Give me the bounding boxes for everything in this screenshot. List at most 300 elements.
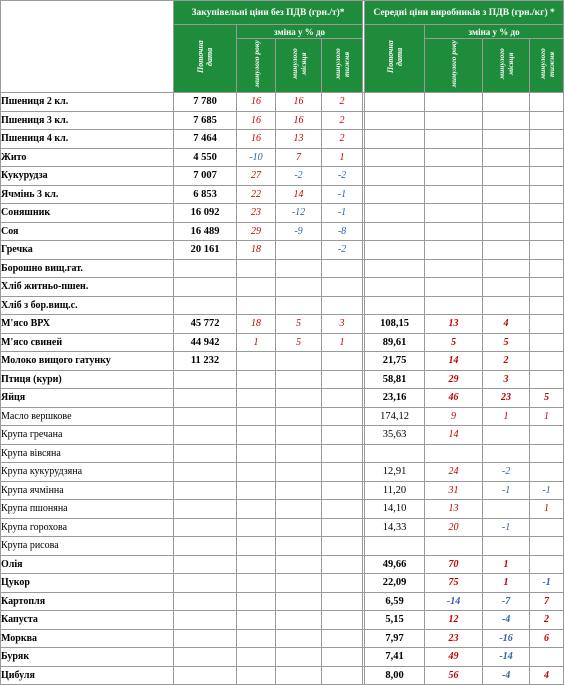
- purchase-change-year-cell: 27: [237, 167, 276, 186]
- producer-change-month-cell: 1: [483, 574, 530, 593]
- purchase-change-week-cell: [322, 389, 363, 408]
- producer-change-week-cell: [530, 370, 564, 389]
- table-row: [1, 315, 564, 334]
- producer-change-year-cell: [425, 537, 483, 556]
- producer-price-cell: 35,63: [365, 426, 425, 445]
- product-name: Крупа пшоняна: [1, 500, 174, 519]
- purchase-change-year-cell: [237, 629, 276, 648]
- producer-price-cell: 21,75: [365, 352, 425, 371]
- purchase-change-year-cell: 16: [237, 111, 276, 130]
- purchase-change-year-cell: [237, 500, 276, 519]
- product-name: Буряк: [1, 648, 174, 667]
- table-row: [1, 629, 564, 648]
- product-name: Гречка: [1, 241, 174, 260]
- purchase-change-month-cell: [276, 426, 322, 445]
- producer-price-cell: 11,20: [365, 481, 425, 500]
- table-row: [1, 444, 564, 463]
- table-row: [1, 370, 564, 389]
- producer-price-cell: 12,91: [365, 463, 425, 482]
- producer-change-year-cell: [425, 204, 483, 223]
- producer-change-month-cell: [483, 537, 530, 556]
- producer-change-week-cell: [530, 278, 564, 297]
- purchase-price-cell: [174, 370, 237, 389]
- product-name: Хліб житньо-пшен.: [1, 278, 174, 297]
- purchase-change-month-cell: 14: [276, 185, 322, 204]
- producer-change-month-cell: [483, 278, 530, 297]
- product-name: Крупа гречана: [1, 426, 174, 445]
- producer-change-month-cell: [483, 444, 530, 463]
- producer-change-year-cell: [425, 278, 483, 297]
- producer-change-week-cell: -1: [530, 574, 564, 593]
- producer-change-month-cell: 1: [483, 555, 530, 574]
- producer-price-cell: 7,97: [365, 629, 425, 648]
- producer-change-week-cell: [530, 352, 564, 371]
- table-row: [1, 592, 564, 611]
- purchase-change-month-cell: [276, 444, 322, 463]
- table-row: [1, 111, 564, 130]
- table-row: [1, 130, 564, 149]
- purchase-change-month-cell: [276, 463, 322, 482]
- producer-change-week-cell: 7: [530, 592, 564, 611]
- producer-change-month-cell: [483, 148, 530, 167]
- table-row: [1, 241, 564, 260]
- producer-change-week-cell: [530, 185, 564, 204]
- purchase-change-year-cell: [237, 259, 276, 278]
- purchase-price-cell: [174, 537, 237, 556]
- purchase-change-week-cell: 1: [322, 333, 363, 352]
- purchase-current-date-header: [174, 25, 237, 93]
- purchase-change-year-cell: [237, 666, 276, 685]
- table-row: [1, 537, 564, 556]
- table-row: [1, 93, 564, 112]
- producer-change-week-cell: [530, 148, 564, 167]
- purchase-change-week-cell: [322, 666, 363, 685]
- purchase-price-cell: 45 772: [174, 315, 237, 334]
- purchase-price-cell: [174, 389, 237, 408]
- purchase-change-week-cell: -2: [322, 167, 363, 186]
- purchase-change-week-cell: 2: [322, 130, 363, 149]
- product-name: Яйця: [1, 389, 174, 408]
- producer-prev-year-header: минулого року: [425, 39, 483, 93]
- purchase-change-month-cell: [276, 611, 322, 630]
- producer-change-year-cell: 56: [425, 666, 483, 685]
- purchase-prev-week-header: минулого тижня: [322, 39, 363, 93]
- purchase-change-month-cell: 13: [276, 130, 322, 149]
- table-row: [1, 407, 564, 426]
- purchase-price-cell: [174, 592, 237, 611]
- purchase-change-month-cell: [276, 592, 322, 611]
- producer-price-cell: [365, 167, 425, 186]
- table-row: [1, 574, 564, 593]
- producer-change-month-cell: 4: [483, 315, 530, 334]
- purchase-change-year-cell: [237, 370, 276, 389]
- producer-change-month-cell: [483, 426, 530, 445]
- producer-price-cell: [365, 241, 425, 260]
- purchase-price-cell: [174, 629, 237, 648]
- producer-price-cell: 14,10: [365, 500, 425, 519]
- producer-prices-header: Середні ціни виробників з ПДВ (грн./кг) *: [365, 1, 564, 25]
- producer-price-cell: [365, 537, 425, 556]
- producer-change-month-cell: -2: [483, 463, 530, 482]
- purchase-price-cell: [174, 555, 237, 574]
- purchase-change-year-cell: [237, 463, 276, 482]
- producer-change-week-cell: [530, 93, 564, 112]
- purchase-change-year-cell: 1: [237, 333, 276, 352]
- producer-change-week-cell: [530, 537, 564, 556]
- purchase-change-month-cell: [276, 574, 322, 593]
- purchase-change-month-cell: 16: [276, 111, 322, 130]
- purchase-price-cell: [174, 296, 237, 315]
- purchase-price-cell: [174, 574, 237, 593]
- producer-change-week-cell: [530, 555, 564, 574]
- purchase-current-date-label: Поточна дата: [196, 40, 214, 74]
- purchase-change-month-cell: [276, 278, 322, 297]
- purchase-change-year-cell: -10: [237, 148, 276, 167]
- purchase-change-year-cell: [237, 426, 276, 445]
- purchase-price-cell: 7 685: [174, 111, 237, 130]
- product-name: Жито: [1, 148, 174, 167]
- producer-change-month-cell: -7: [483, 592, 530, 611]
- producer-change-year-cell: 75: [425, 574, 483, 593]
- table-row: [1, 167, 564, 186]
- purchase-change-month-cell: -2: [276, 167, 322, 186]
- producer-price-cell: 8,00: [365, 666, 425, 685]
- corner-cell: [1, 1, 174, 93]
- product-name: Крупа вівсяна: [1, 444, 174, 463]
- table-row: [1, 296, 564, 315]
- producer-price-cell: 58,81: [365, 370, 425, 389]
- producer-change-month-cell: -1: [483, 481, 530, 500]
- producer-price-cell: [365, 222, 425, 241]
- purchase-change-year-cell: 18: [237, 315, 276, 334]
- producer-change-month-cell: -4: [483, 611, 530, 630]
- table-row: [1, 500, 564, 519]
- purchase-change-week-cell: [322, 500, 363, 519]
- producer-change-year-cell: 14: [425, 352, 483, 371]
- producer-change-month-cell: 2: [483, 352, 530, 371]
- producer-change-month-cell: [483, 222, 530, 241]
- purchase-change-month-cell: [276, 352, 322, 371]
- purchase-change-year-cell: [237, 518, 276, 537]
- producer-change-year-cell: 13: [425, 315, 483, 334]
- producer-change-week-cell: [530, 204, 564, 223]
- producer-change-year-cell: [425, 185, 483, 204]
- product-name: Пшениця 2 кл.: [1, 93, 174, 112]
- purchase-change-week-cell: [322, 629, 363, 648]
- purchase-change-week-cell: [322, 259, 363, 278]
- table-row: [1, 333, 564, 352]
- purchase-price-cell: [174, 426, 237, 445]
- producer-change-week-cell: [530, 648, 564, 667]
- producer-change-month-cell: [483, 500, 530, 519]
- purchase-change-year-cell: [237, 592, 276, 611]
- producer-change-year-cell: 13: [425, 500, 483, 519]
- producer-change-week-cell: [530, 333, 564, 352]
- purchase-change-month-cell: 7: [276, 148, 322, 167]
- purchase-change-week-cell: [322, 611, 363, 630]
- purchase-change-week-cell: [322, 426, 363, 445]
- purchase-change-week-cell: [322, 555, 363, 574]
- producer-change-week-cell: 5: [530, 389, 564, 408]
- producer-change-year-cell: 9: [425, 407, 483, 426]
- producer-change-week-cell: [530, 222, 564, 241]
- producer-change-year-cell: [425, 130, 483, 149]
- product-name: Птиця (кури): [1, 370, 174, 389]
- purchase-price-cell: [174, 481, 237, 500]
- producer-change-month-cell: -16: [483, 629, 530, 648]
- producer-change-month-cell: [483, 93, 530, 112]
- producer-change-week-cell: [530, 518, 564, 537]
- table-row: [1, 518, 564, 537]
- producer-change-year-cell: 24: [425, 463, 483, 482]
- purchase-change-header: зміна у % до: [237, 25, 363, 39]
- producer-price-cell: 49,66: [365, 555, 425, 574]
- producer-change-week-cell: [530, 130, 564, 149]
- producer-change-week-cell: 4: [530, 666, 564, 685]
- purchase-price-cell: [174, 407, 237, 426]
- purchase-change-week-cell: [322, 592, 363, 611]
- table-row: [1, 426, 564, 445]
- producer-change-month-cell: [483, 296, 530, 315]
- producer-change-month-cell: 1: [483, 407, 530, 426]
- producer-change-month-cell: 3: [483, 370, 530, 389]
- product-name: Олія: [1, 555, 174, 574]
- product-name: Ячмінь 3 кл.: [1, 185, 174, 204]
- producer-change-week-cell: 2: [530, 611, 564, 630]
- purchase-change-week-cell: [322, 518, 363, 537]
- table-row: [1, 666, 564, 685]
- producer-change-year-cell: [425, 222, 483, 241]
- purchase-change-week-cell: -8: [322, 222, 363, 241]
- producer-change-month-cell: [483, 130, 530, 149]
- producer-change-week-cell: [530, 444, 564, 463]
- producer-change-year-cell: 31: [425, 481, 483, 500]
- purchase-price-cell: 7 780: [174, 93, 237, 112]
- producer-change-month-cell: -4: [483, 666, 530, 685]
- purchase-change-month-cell: [276, 629, 322, 648]
- purchase-price-cell: 6 853: [174, 185, 237, 204]
- producer-change-month-cell: [483, 204, 530, 223]
- purchase-change-month-cell: [276, 500, 322, 519]
- purchase-change-year-cell: [237, 352, 276, 371]
- purchase-change-year-cell: [237, 611, 276, 630]
- product-name: Крупа горохова: [1, 518, 174, 537]
- producer-price-cell: 23,16: [365, 389, 425, 408]
- purchase-change-year-cell: [237, 407, 276, 426]
- producer-change-week-cell: 1: [530, 500, 564, 519]
- producer-change-week-cell: [530, 463, 564, 482]
- product-name: Пшениця 4 кл.: [1, 130, 174, 149]
- purchase-change-month-cell: [276, 555, 322, 574]
- purchase-change-week-cell: [322, 370, 363, 389]
- producer-price-cell: [365, 444, 425, 463]
- product-name: Соняшник: [1, 204, 174, 223]
- table-row: [1, 555, 564, 574]
- table-row: [1, 148, 564, 167]
- producer-change-year-cell: [425, 259, 483, 278]
- producer-change-month-cell: 23: [483, 389, 530, 408]
- purchase-change-week-cell: [322, 537, 363, 556]
- producer-change-week-cell: [530, 296, 564, 315]
- producer-change-year-cell: [425, 444, 483, 463]
- producer-change-year-cell: 5: [425, 333, 483, 352]
- purchase-price-cell: 44 942: [174, 333, 237, 352]
- producer-change-year-cell: 70: [425, 555, 483, 574]
- producer-change-year-cell: [425, 296, 483, 315]
- purchase-change-week-cell: 2: [322, 93, 363, 112]
- producer-change-week-cell: [530, 167, 564, 186]
- purchase-change-week-cell: [322, 278, 363, 297]
- producer-price-cell: [365, 185, 425, 204]
- producer-change-week-cell: -1: [530, 481, 564, 500]
- producer-price-cell: 6,59: [365, 592, 425, 611]
- purchase-change-year-cell: 22: [237, 185, 276, 204]
- purchase-change-month-cell: [276, 481, 322, 500]
- purchase-change-month-cell: -12: [276, 204, 322, 223]
- purchase-change-month-cell: [276, 537, 322, 556]
- producer-price-cell: 5,15: [365, 611, 425, 630]
- product-name: Пшениця 3 кл.: [1, 111, 174, 130]
- table-row: [1, 185, 564, 204]
- producer-price-cell: 7,41: [365, 648, 425, 667]
- producer-change-month-cell: [483, 185, 530, 204]
- purchase-price-cell: [174, 611, 237, 630]
- producer-change-week-cell: 6: [530, 629, 564, 648]
- purchase-change-month-cell: [276, 241, 322, 260]
- producer-change-month-cell: -14: [483, 648, 530, 667]
- producer-price-cell: [365, 148, 425, 167]
- purchase-change-month-cell: [276, 407, 322, 426]
- purchase-change-month-cell: 5: [276, 315, 322, 334]
- table-row: [1, 278, 564, 297]
- producer-change-year-cell: [425, 111, 483, 130]
- producer-change-year-cell: 20: [425, 518, 483, 537]
- purchase-price-cell: [174, 444, 237, 463]
- producer-current-date-label: Поточна дата: [385, 40, 404, 74]
- table-row: [1, 352, 564, 371]
- producer-price-cell: [365, 259, 425, 278]
- producer-change-month-cell: 5: [483, 333, 530, 352]
- producer-change-month-cell: [483, 241, 530, 260]
- purchase-change-week-cell: -2: [322, 241, 363, 260]
- producer-price-cell: 108,15: [365, 315, 425, 334]
- producer-change-year-cell: [425, 148, 483, 167]
- producer-change-year-cell: 23: [425, 629, 483, 648]
- producer-change-week-cell: [530, 111, 564, 130]
- producer-change-week-cell: [530, 259, 564, 278]
- table-row: [1, 463, 564, 482]
- purchase-change-week-cell: [322, 444, 363, 463]
- producer-prev-month-header: минулого місяця: [483, 39, 530, 93]
- producer-change-month-cell: [483, 111, 530, 130]
- purchase-price-cell: 7 464: [174, 130, 237, 149]
- purchase-change-week-cell: 1: [322, 148, 363, 167]
- purchase-change-week-cell: 2: [322, 111, 363, 130]
- purchase-price-cell: [174, 518, 237, 537]
- producer-change-month-cell: [483, 259, 530, 278]
- purchase-change-year-cell: [237, 444, 276, 463]
- producer-change-year-cell: 46: [425, 389, 483, 408]
- purchase-change-month-cell: [276, 296, 322, 315]
- purchase-change-month-cell: [276, 389, 322, 408]
- producer-price-cell: [365, 204, 425, 223]
- producer-change-year-cell: [425, 93, 483, 112]
- purchase-price-cell: 11 232: [174, 352, 237, 371]
- producer-current-date-header: [365, 25, 425, 93]
- table-row: [1, 204, 564, 223]
- purchase-change-year-cell: [237, 648, 276, 667]
- purchase-prev-year-header: минулого року: [237, 39, 276, 93]
- product-name: Капуста: [1, 611, 174, 630]
- purchase-price-cell: [174, 463, 237, 482]
- producer-price-cell: [365, 296, 425, 315]
- product-name: М'ясо свиней: [1, 333, 174, 352]
- producer-change-week-cell: [530, 241, 564, 260]
- product-name: Крупа рисова: [1, 537, 174, 556]
- producer-price-cell: [365, 111, 425, 130]
- producer-change-year-cell: -14: [425, 592, 483, 611]
- producer-change-month-cell: -1: [483, 518, 530, 537]
- purchase-change-year-cell: [237, 481, 276, 500]
- purchase-change-year-cell: [237, 389, 276, 408]
- purchase-change-week-cell: 3: [322, 315, 363, 334]
- purchase-change-year-cell: 16: [237, 93, 276, 112]
- purchase-change-year-cell: 16: [237, 130, 276, 149]
- purchase-change-year-cell: [237, 296, 276, 315]
- price-table-body: [1, 93, 564, 685]
- producer-price-cell: [365, 130, 425, 149]
- purchase-change-week-cell: [322, 463, 363, 482]
- producer-price-cell: [365, 278, 425, 297]
- producer-price-cell: 14,33: [365, 518, 425, 537]
- purchase-price-cell: [174, 648, 237, 667]
- product-name: Кукурудза: [1, 167, 174, 186]
- table-row: [1, 611, 564, 630]
- purchase-change-month-cell: -9: [276, 222, 322, 241]
- product-name: Хліб з бор.вищ.с.: [1, 296, 174, 315]
- table-row: [1, 222, 564, 241]
- purchase-change-month-cell: [276, 518, 322, 537]
- producer-price-cell: 174,12: [365, 407, 425, 426]
- purchase-price-cell: 7 007: [174, 167, 237, 186]
- purchase-change-year-cell: 29: [237, 222, 276, 241]
- purchase-change-year-cell: [237, 555, 276, 574]
- purchase-price-cell: [174, 278, 237, 297]
- purchase-change-year-cell: [237, 537, 276, 556]
- purchase-change-week-cell: [322, 352, 363, 371]
- purchase-change-week-cell: [322, 481, 363, 500]
- purchase-change-month-cell: [276, 370, 322, 389]
- purchase-change-month-cell: 16: [276, 93, 322, 112]
- producer-price-cell: 22,09: [365, 574, 425, 593]
- product-name: М'ясо ВРХ: [1, 315, 174, 334]
- product-name: Соя: [1, 222, 174, 241]
- purchase-change-week-cell: [322, 574, 363, 593]
- purchase-change-month-cell: 5: [276, 333, 322, 352]
- purchase-price-cell: [174, 259, 237, 278]
- purchase-change-month-cell: [276, 666, 322, 685]
- producer-change-week-cell: [530, 426, 564, 445]
- producer-change-week-cell: [530, 315, 564, 334]
- purchase-change-week-cell: [322, 296, 363, 315]
- table-row: [1, 481, 564, 500]
- producer-change-year-cell: 12: [425, 611, 483, 630]
- producer-change-year-cell: 14: [425, 426, 483, 445]
- purchase-change-year-cell: 18: [237, 241, 276, 260]
- purchase-change-week-cell: -1: [322, 185, 363, 204]
- product-name: Молоко вищого гатунку: [1, 352, 174, 371]
- purchase-price-cell: [174, 666, 237, 685]
